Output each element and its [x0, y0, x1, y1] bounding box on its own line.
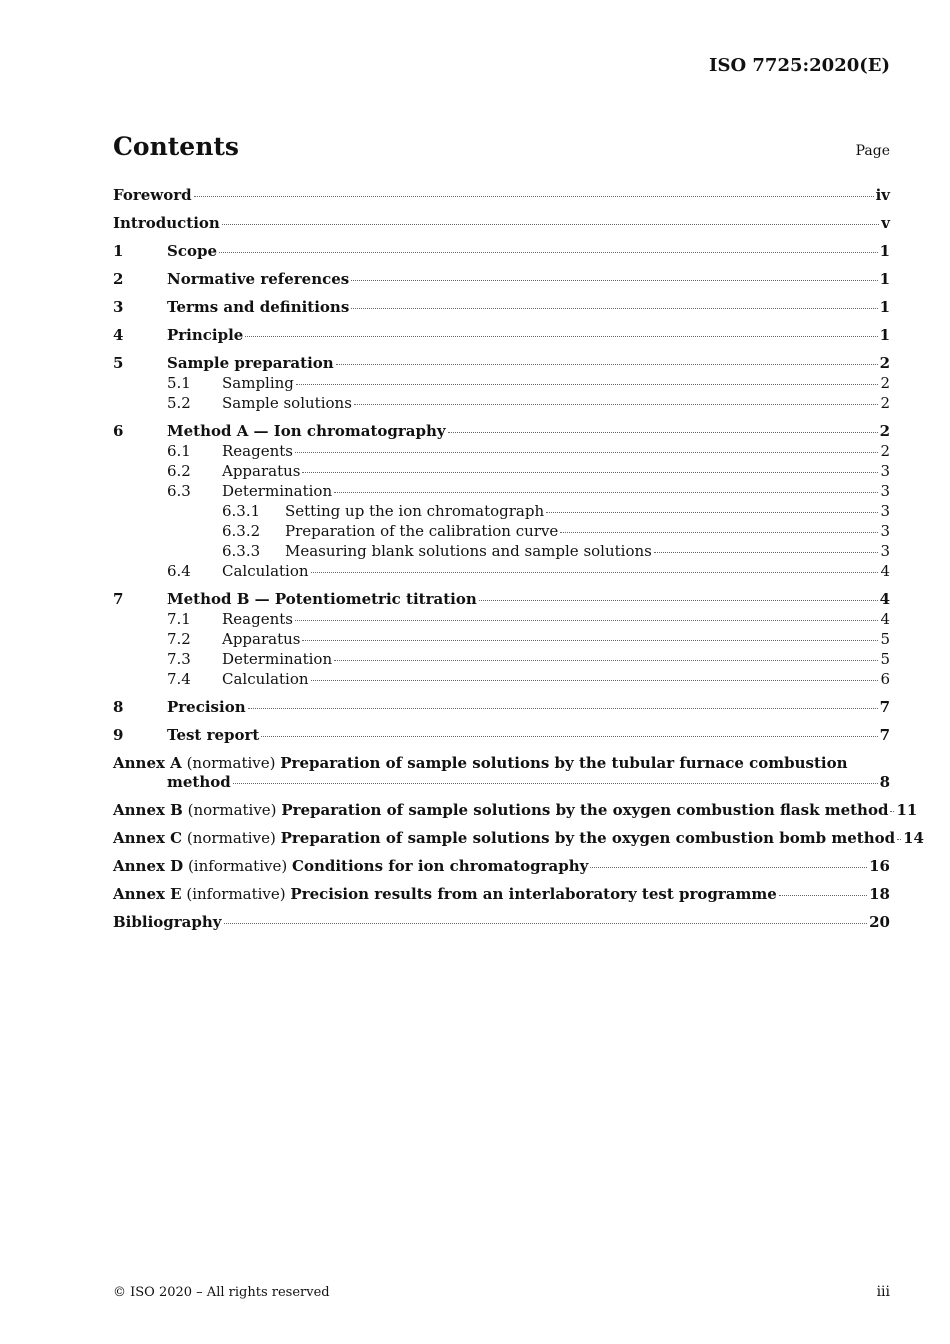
- toc-entry-title: Apparatus: [222, 630, 301, 648]
- toc-entry[interactable]: [113, 374, 890, 393]
- toc-entry-title: Introduction: [113, 214, 220, 232]
- toc-entry[interactable]: [113, 442, 890, 461]
- page-number: iii: [876, 1284, 890, 1300]
- dot-leader: [302, 472, 878, 473]
- dot-leader: [354, 404, 879, 405]
- toc-entry-page: 7: [879, 698, 890, 716]
- dot-leader: [296, 384, 879, 385]
- toc-entry-number: 3: [113, 298, 124, 316]
- dot-leader: [779, 895, 867, 896]
- toc-entry-number: 2: [113, 270, 124, 288]
- dot-leader: [222, 224, 879, 225]
- toc-entry[interactable]: [113, 270, 890, 289]
- toc-entry-page: 3: [880, 522, 890, 540]
- toc-entry-number: 7.3: [167, 650, 191, 668]
- dot-leader: [233, 783, 878, 784]
- toc-entry[interactable]: [113, 242, 890, 261]
- toc-entry-title: Determination: [222, 482, 333, 500]
- toc-entry-number: 6.2: [167, 462, 191, 480]
- toc-entry[interactable]: [113, 562, 890, 581]
- toc-entry[interactable]: [113, 522, 890, 541]
- toc-annex-entry[interactable]: [113, 885, 890, 904]
- toc-entry[interactable]: [113, 422, 890, 441]
- page-title: Contents: [113, 132, 240, 161]
- toc-entry-page: 5: [880, 650, 890, 668]
- toc-entry[interactable]: [113, 186, 890, 205]
- annex-title: Preparation of sample solutions by the oxygen combustion flask method: [281, 801, 889, 819]
- toc-entry[interactable]: [113, 542, 890, 561]
- toc-entry[interactable]: [113, 650, 890, 669]
- toc-entry-number: 6.3: [167, 482, 191, 500]
- toc-entry-page: 5: [880, 630, 890, 648]
- toc-entry-title: Measuring blank solutions and sample solutions: [285, 542, 652, 560]
- toc-entry-number: 7.2: [167, 630, 191, 648]
- toc-entry[interactable]: [113, 590, 890, 609]
- toc-entry-title: Normative references: [167, 270, 350, 288]
- toc-entry-page: 3: [880, 462, 890, 480]
- toc-entry[interactable]: [113, 502, 890, 521]
- toc-entry-title: Calculation: [222, 670, 309, 688]
- toc-entry-page: 8: [879, 773, 890, 791]
- dot-leader: [334, 492, 878, 493]
- toc-entry-number: 1: [113, 242, 124, 260]
- toc-annex-entry[interactable]: [113, 773, 890, 792]
- copyright-notice: © ISO 2020 – All rights reserved: [113, 1285, 330, 1300]
- toc-entry-title: Method A — Ion chromatography: [167, 422, 446, 440]
- toc-entry-page: 14: [903, 829, 924, 847]
- toc-annex-entry[interactable]: [113, 754, 890, 773]
- annex-type: (informative): [186, 885, 286, 903]
- toc-entry[interactable]: [113, 698, 890, 717]
- toc-entry-number: 5: [113, 354, 124, 372]
- toc-entry-number: 7.4: [167, 670, 191, 688]
- toc-entry-page: iv: [875, 186, 890, 204]
- toc-entry-page: 16: [869, 857, 890, 875]
- dot-leader: [224, 923, 868, 924]
- toc-entry-page: 2: [879, 354, 890, 372]
- annex-title: Conditions for ion chromatography: [292, 857, 589, 875]
- toc-entry-page: 4: [880, 610, 890, 628]
- dot-leader: [295, 452, 878, 453]
- annex-label: Annex A: [113, 754, 182, 772]
- toc-entry-number: 8: [113, 698, 124, 716]
- toc-entry[interactable]: [113, 354, 890, 373]
- toc-entry-title: Sampling: [222, 374, 294, 392]
- toc-entry-title: Preparation of the calibration curve: [285, 522, 559, 540]
- toc-entry[interactable]: [113, 394, 890, 413]
- annex-label: Annex E: [113, 885, 182, 903]
- toc-entry-page: 3: [880, 542, 890, 560]
- dot-leader: [448, 432, 878, 433]
- toc-entry-page: 20: [869, 913, 890, 931]
- toc-entry-page: 4: [880, 562, 890, 580]
- dot-leader: [654, 552, 879, 553]
- toc-entry[interactable]: [113, 214, 890, 233]
- annex-type: (normative): [186, 754, 276, 772]
- annex-type: (informative): [187, 857, 288, 875]
- toc-entry-page: 7: [879, 726, 890, 744]
- dot-leader: [245, 336, 877, 337]
- dot-leader: [479, 600, 878, 601]
- toc-bibliography[interactable]: [113, 913, 890, 932]
- toc-entry-title: Sample solutions: [222, 394, 352, 412]
- toc-entry-page: 4: [879, 590, 890, 608]
- toc-entry-number: 6.3.2: [222, 522, 261, 540]
- annex-type: (normative): [187, 801, 277, 819]
- toc-entry-title: Reagents: [222, 442, 293, 460]
- dot-leader: [295, 620, 878, 621]
- toc-entry-title: Test report: [167, 726, 260, 744]
- toc-entry-page: 18: [869, 885, 890, 903]
- toc-entry-title: Setting up the ion chromatograph: [285, 502, 545, 520]
- toc-annex-entry[interactable]: [113, 829, 924, 848]
- toc-entry[interactable]: [113, 670, 890, 689]
- dot-leader: [336, 364, 878, 365]
- dot-leader: [311, 572, 879, 573]
- dot-leader: [334, 660, 878, 661]
- dot-leader: [897, 839, 901, 840]
- annex-title: Precision results from an interlaboratory test programme: [290, 885, 777, 903]
- toc-entry-title: Scope: [167, 242, 218, 260]
- table-of-contents: [113, 186, 924, 932]
- toc-entry[interactable]: [113, 462, 890, 481]
- annex-type: (normative): [186, 829, 276, 847]
- toc-entry-title: Apparatus: [222, 462, 301, 480]
- dot-leader: [302, 640, 878, 641]
- toc-entry-number: 6.3.1: [222, 502, 261, 520]
- toc-entry-page: 3: [880, 502, 890, 520]
- toc-entry-title: Calculation: [222, 562, 309, 580]
- annex-label: Annex D: [113, 857, 184, 875]
- toc-entry-title: Method B — Potentiometric titration: [167, 590, 477, 608]
- toc-entry-page: 1: [879, 298, 890, 316]
- toc-entry-page: 6: [880, 670, 890, 688]
- toc-entry-number: 6.3.3: [222, 542, 261, 560]
- toc-entry-page: 3: [880, 482, 890, 500]
- toc-entry-title: Sample preparation: [167, 354, 334, 372]
- toc-entry-number: 6.1: [167, 442, 191, 460]
- toc-entry-number: 4: [113, 326, 124, 344]
- dot-leader: [248, 708, 878, 709]
- toc-entry-number: 6: [113, 422, 124, 440]
- toc-entry-page: 11: [896, 801, 918, 819]
- toc-entry-page: 2: [880, 394, 890, 412]
- dot-leader: [560, 532, 878, 533]
- toc-annex-entry[interactable]: [113, 801, 918, 820]
- dot-leader: [219, 252, 878, 253]
- toc-entry-number: 5.1: [167, 374, 191, 392]
- toc-entry-page: 1: [879, 326, 890, 344]
- annex-title-continued: method: [167, 773, 231, 791]
- dot-leader: [351, 280, 877, 281]
- dot-leader: [590, 867, 867, 868]
- toc-entry-page: 2: [880, 374, 890, 392]
- dot-leader: [546, 512, 878, 513]
- toc-entry-title: Precision: [167, 698, 246, 716]
- toc-entry-page: 1: [879, 270, 890, 288]
- toc-entry-title: Principle: [167, 326, 244, 344]
- annex-label: Annex B: [113, 801, 183, 819]
- document-number: ISO 7725:2020(E): [709, 55, 890, 76]
- toc-entry-page: 1: [879, 242, 890, 260]
- toc-annex-entry[interactable]: [113, 857, 890, 876]
- annex-title: Preparation of sample solutions by the tubular furnace combustion: [280, 754, 848, 772]
- toc-entry-number: 7.1: [167, 610, 191, 628]
- dot-leader: [351, 308, 877, 309]
- toc-entry[interactable]: [113, 630, 890, 649]
- toc-entry-title: Determination: [222, 650, 333, 668]
- toc-entry-page: 2: [880, 442, 890, 460]
- annex-title: Preparation of sample solutions by the oxygen combustion bomb method: [280, 829, 896, 847]
- toc-entry-number: 5.2: [167, 394, 191, 412]
- toc-entry-page: v: [881, 214, 890, 232]
- toc-entry[interactable]: [113, 482, 890, 501]
- page-column-label: Page: [855, 143, 890, 159]
- toc-entry-number: 7: [113, 590, 124, 608]
- toc-entry[interactable]: [113, 726, 890, 745]
- toc-entry-title: Foreword: [113, 186, 192, 204]
- dot-leader: [311, 680, 879, 681]
- toc-entry[interactable]: [113, 298, 890, 317]
- dot-leader: [890, 811, 894, 812]
- toc-entry-page: 2: [879, 422, 890, 440]
- toc-entry-number: 6.4: [167, 562, 191, 580]
- bibliography-title: Bibliography: [113, 913, 222, 931]
- toc-entry[interactable]: [113, 326, 890, 345]
- toc-entry-title: Terms and definitions: [167, 298, 350, 316]
- annex-label: Annex C: [113, 829, 183, 847]
- toc-entry[interactable]: [113, 610, 890, 629]
- dot-leader: [194, 196, 874, 197]
- toc-entry-title: Reagents: [222, 610, 293, 628]
- dot-leader: [261, 736, 877, 737]
- toc-entry-number: 9: [113, 726, 124, 744]
